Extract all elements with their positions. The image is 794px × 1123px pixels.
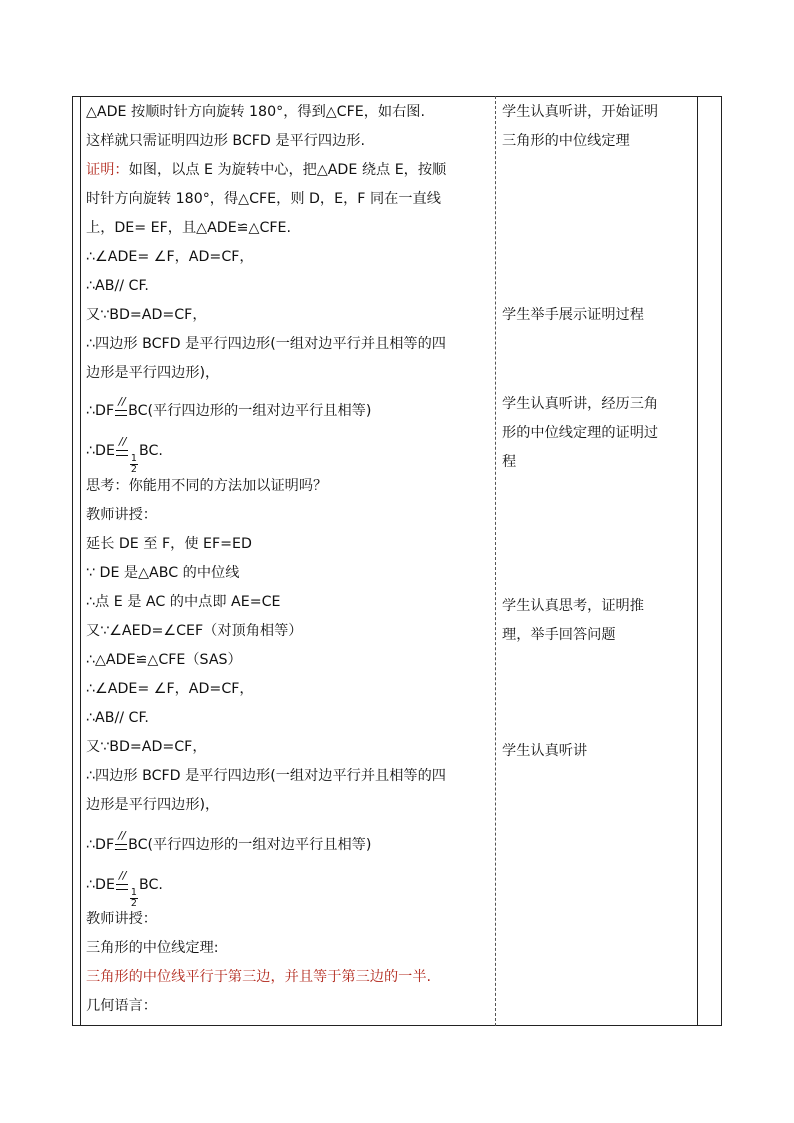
student-note: 理，举手回答问题 — [502, 627, 616, 643]
text-line: 这样就只需证明四边形 BCFD 是平行四边形. — [86, 133, 366, 149]
text-line: ∴DF // BC(平行四边形的一组对边平行且相等) — [86, 829, 372, 853]
student-note: 形的中位线定理的证明过 — [502, 425, 659, 441]
text-line: ∴四边形 BCFD 是平行四边形(一组对边平行并且相等的四 — [86, 336, 446, 352]
text-line: ∴AB// CF. — [86, 710, 149, 726]
text-line: 又∵BD=AD=CF， — [86, 307, 207, 323]
parallel-equal-symbol: // — [115, 834, 127, 852]
student-note: 程 — [502, 454, 517, 470]
text-line: ∴△ADE≌△CFE（SAS） — [86, 652, 242, 668]
column-divider — [495, 96, 496, 1026]
text-line: 又∵∠AED=∠CEF（对顶角相等） — [86, 623, 303, 639]
text-line: 思考：你能用不同的方法加以证明吗？ — [86, 478, 328, 494]
parallel-equal-symbol: // — [116, 874, 128, 892]
text-line: 延长 DE 至 F，使 EF=ED — [86, 536, 252, 552]
fraction-one-half: $\frac{1}{2}$ — [130, 887, 137, 909]
text-line: 几何语言： — [86, 998, 157, 1014]
text-line: ∴DE // $\frac{1}{2}$ BC. — [86, 869, 163, 909]
text-line: ∴DF // BC(平行四边形的一组对边平行且相等) — [86, 395, 372, 419]
text-line: 教师讲授： — [86, 911, 157, 927]
text-line: ∴∠ADE= ∠F，AD=CF， — [86, 681, 254, 697]
text-line: 证明：如图，以点 E 为旋转中心，把△ADE 绕点 E，按顺 — [86, 162, 447, 178]
student-note: 学生认真听讲，经历三角 — [502, 396, 659, 412]
table-inner-right-border — [697, 96, 698, 1026]
text-line: 教师讲授： — [86, 507, 157, 523]
text-line: △ADE 按顺时针方向旋转 180°，得到△CFE，如右图. — [86, 104, 425, 120]
fraction-one-half: $\frac{1}{2}$ — [130, 453, 137, 475]
text-line: ∴四边形 BCFD 是平行四边形(一组对边平行并且相等的四 — [86, 768, 446, 784]
table-inner-left-border — [80, 96, 81, 1026]
theorem-heading: 三角形的中位线定理: — [86, 940, 219, 956]
text-line: 上，DE= EF，且△ADE≌△CFE. — [86, 220, 292, 236]
student-note: 三角形的中位线定理 — [502, 133, 630, 149]
student-note: 学生举手展示证明过程 — [502, 307, 644, 323]
student-note: 学生认真听讲，开始证明 — [502, 104, 659, 120]
text-line: 边形是平行四边形)， — [86, 365, 220, 381]
text-line: ∴DE // $\frac{1}{2}$ BC. — [86, 435, 163, 475]
text-line: 又∵BD=AD=CF， — [86, 739, 207, 755]
parallel-equal-symbol: // — [115, 400, 127, 418]
student-note: 学生认真思考，证明推 — [502, 598, 644, 614]
text-line: ∴点 E 是 AC 的中点即 AE=CE — [86, 594, 281, 610]
text-line: 边形是平行四边形)， — [86, 797, 220, 813]
theorem-statement: 三角形的中位线平行于第三边，并且等于第三边的一半. — [86, 969, 432, 985]
text-line: ∴AB// CF. — [86, 278, 149, 294]
text-line: 时针方向旋转 180°，得△CFE，则 D，E，F 同在一直线 — [86, 191, 441, 207]
parallel-equal-symbol: // — [116, 440, 128, 458]
text-line: ∵ DE 是△ABC 的中位线 — [86, 565, 240, 581]
proof-label: 证明： — [86, 162, 129, 178]
student-note: 学生认真听讲 — [502, 743, 588, 759]
text-line: ∴∠ADE= ∠F，AD=CF， — [86, 249, 254, 265]
